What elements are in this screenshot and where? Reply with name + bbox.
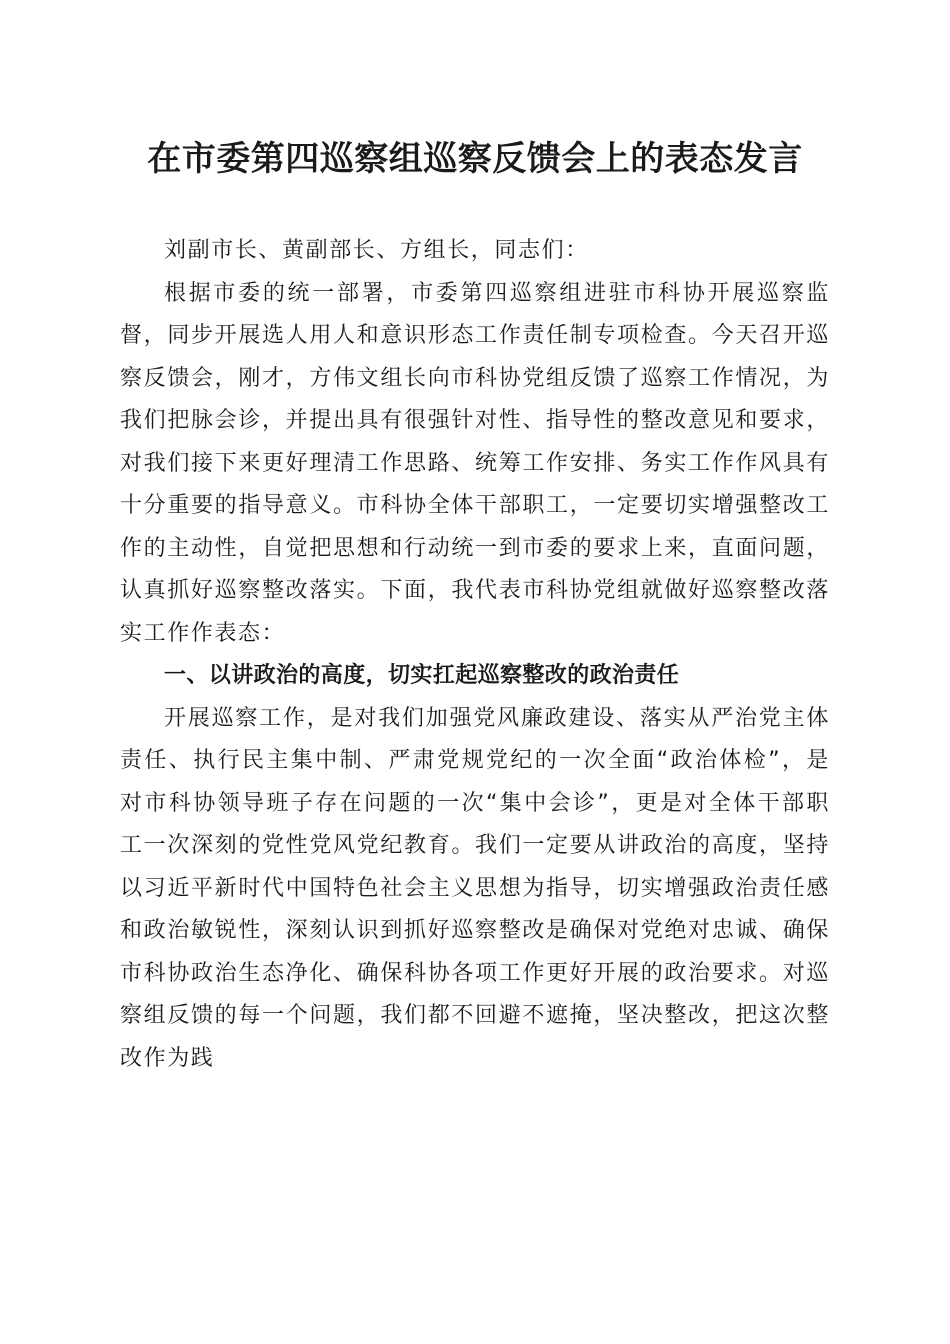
document-title: 在市委第四巡察组巡察反馈会上的表态发言 (147, 139, 803, 179)
intro-paragraph: 根据市委的统一部署，市委第四巡察组进驻市科协开展巡察监督，同步开展选人用人和意识形态工作责任制专项检查。今天召开巡察反馈会，刚才，方伟文组长向市科协党组反馈了巡察工作情况，为我们把脉会诊，并提出具有很强针对性、指导性的整改意见和要求，对我们接下来更好理清工作思路、统筹工作安排、务实工作作风具有十分重要的指导意义。市科协全体干部职工，一定要切实增强整改工作的主动性，自觉把思想和行动统一到市委的要求上来，直面问题，认真抓好巡察整改落实。下面，我代表市科协党组就做好巡察整改落实工作作表态： (120, 280, 830, 646)
section-heading: 一、以讲政治的高度，切实扛起巡察整改的政治责任 (164, 663, 680, 688)
document-body (120, 230, 830, 1080)
salutation: 刘副市长、黄副部长、方组长，同志们： (164, 238, 589, 263)
section-paragraph: 开展巡察工作，是对我们加强党风廉政建设、落实从严治党主体责任、执行民主集中制、严肃党规党纪的一次全面“政治体检”，是对市科协领导班子存在问题的一次“集中会诊”，更是对全体干部职工一次深刻的党性党风党纪教育。我们一定要从讲政治的高度，坚持以习近平新时代中国特色社会主义思想为指导，切实增强政治责任感和政治敏锐性，深刻认识到抓好巡察整改是确保对党绝对忠诚、确保市科协政治生态净化、确保科协各项工作更好开展的政治要求。对巡察组反馈的每一个问题，我们都不回避不遮掩，坚决整改，把这次整改作为践 (120, 705, 830, 1071)
